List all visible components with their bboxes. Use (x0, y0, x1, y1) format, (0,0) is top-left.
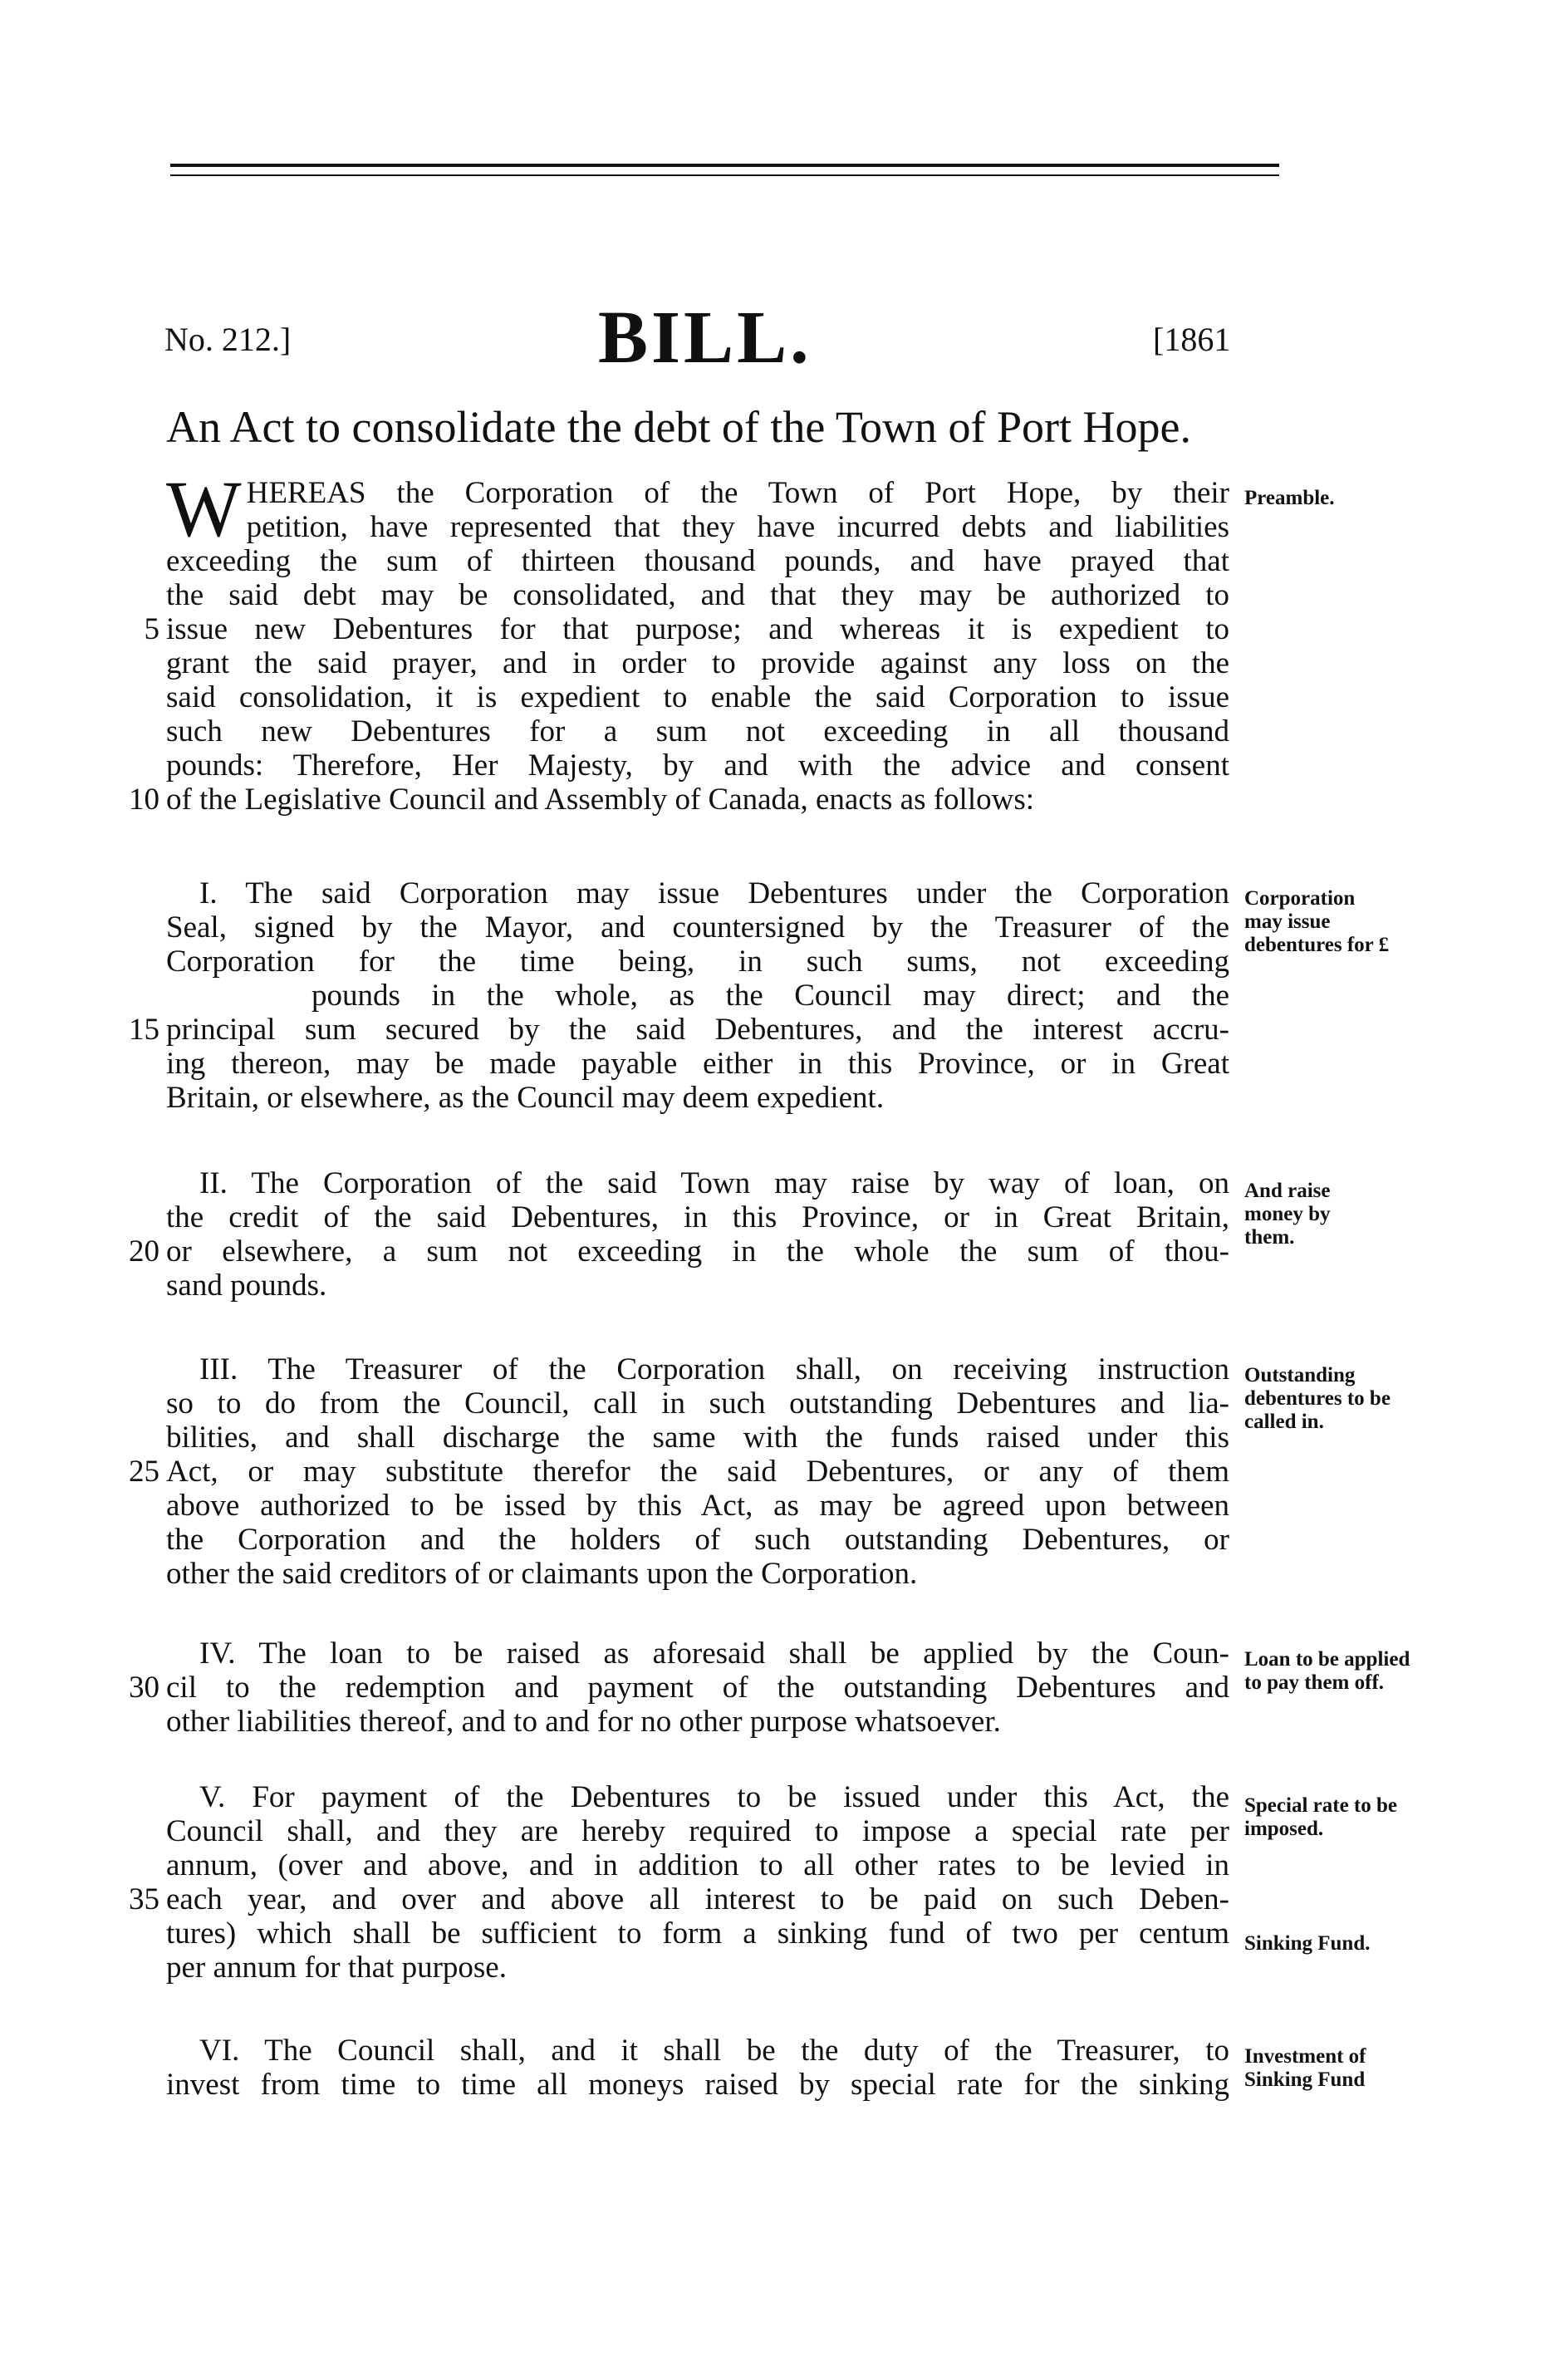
section-line: I. The said Corporation may issue Debentures under the Corporation (199, 876, 1229, 910)
bill-year: [1861 (1153, 321, 1231, 358)
line-number: 5 (144, 612, 159, 646)
section-line: other liabilities thereof, and to and for no other purpose whatsoever. (166, 1705, 1001, 1739)
line-number: 35 (129, 1882, 159, 1916)
act-title: An Act to consolidate the debt of the Town of Port Hope. (166, 402, 1192, 452)
section-1 (166, 876, 1229, 1115)
section-line: Council shall, and they are hereby required to impose a special rate per (166, 1814, 1229, 1848)
bill-number: No. 212.] (164, 321, 292, 358)
bill-heading: BILL. (598, 297, 812, 379)
section-line: sand pounds. (166, 1269, 327, 1303)
drop-cap: W (166, 464, 242, 553)
section-line: invest from time to time all moneys raised by special rate for the sinking (166, 2068, 1229, 2102)
preamble-line: of the Legislative Council and Assembly of Canada, enacts as follows: (166, 783, 1035, 817)
section-line: ing thereon, may be made payable either in this Province, or in Great (166, 1047, 1229, 1081)
margin-note-preamble: Preamble. (1244, 487, 1335, 509)
preamble-line: exceeding the sum of thirteen thousand pounds, and have prayed that (166, 544, 1229, 578)
section-line: annum, (over and above, and in addition to all other rates to be levied in (166, 1848, 1229, 1882)
top-rule-thick (170, 164, 1279, 167)
preamble-line: such new Debentures for a sum not exceeding in all thousand (166, 714, 1229, 748)
section-line: II. The Corporation of the said Town may raise by way of loan, on (199, 1166, 1229, 1200)
section-line: above authorized to be issed by this Act, as may be agreed upon between (166, 1489, 1229, 1523)
preamble-line: issue new Debentures for that purpose; and whereas it is expedient to (166, 612, 1229, 646)
section-line: VI. The Council shall, and it shall be the duty of the Treasurer, to (199, 2034, 1229, 2068)
margin-note-section-1: Corporation may issue debentures for £ (1244, 887, 1390, 956)
preamble-line: grant the said prayer, and in order to provide against any loss on the (166, 646, 1229, 680)
section-4 (166, 1637, 1229, 1739)
section-line: the credit of the said Debentures, in this Province, or in Great Britain, (166, 1200, 1229, 1234)
section-3 (166, 1352, 1229, 1591)
margin-note-section-5-fund: Sinking Fund. (1244, 1932, 1371, 1955)
margin-note-section-6: Investment of Sinking Fund (1244, 2045, 1366, 2091)
section-line: V. For payment of the Debentures to be issued under this Act, the (199, 1780, 1229, 1814)
line-number: 10 (129, 783, 159, 817)
section-line: tures) which shall be sufficient to form a sinking fund of two per centum (166, 1916, 1229, 1951)
line-number: 15 (129, 1013, 159, 1047)
section-line: principal sum secured by the said Debentures, and the interest accru- (166, 1013, 1229, 1047)
section-5 (166, 1780, 1229, 1985)
line-number: 25 (129, 1455, 159, 1489)
section-line: Act, or may substitute therefor the said Debentures, or any of them (166, 1455, 1229, 1489)
section-line: Britain, or elsewhere, as the Council may deem expedient. (166, 1081, 885, 1115)
section-6 (166, 2034, 1229, 2102)
preamble (166, 464, 1229, 817)
section-line: per annum for that purpose. (166, 1951, 507, 1985)
margin-note-section-5-rate: Special rate to be imposed. (1244, 1794, 1397, 1840)
section-line: other the said creditors of or claimants upon the Corporation. (166, 1557, 918, 1591)
section-line: the Corporation and the holders of such outstanding Debentures, or (166, 1523, 1229, 1557)
preamble-line: HEREAS the Corporation of the Town of Port Hope, by their (246, 476, 1229, 510)
margin-note-section-2: And raise money by them. (1244, 1180, 1331, 1249)
margin-note-section-4: Loan to be applied to pay them off. (1244, 1648, 1410, 1694)
section-line: Seal, signed by the Mayor, and countersigned by the Treasurer of the (166, 910, 1229, 945)
section-line: Corporation for the time being, in such sums, not exceeding (166, 945, 1229, 979)
margin-note-section-3: Outstanding debentures to be called in. (1244, 1364, 1391, 1433)
line-number: 30 (129, 1671, 159, 1705)
preamble-line: pounds: Therefore, Her Majesty, by and with the advice and consent (166, 748, 1229, 783)
section-line: pounds in the whole, as the Council may direct; and the (311, 979, 1229, 1013)
section-line: III. The Treasurer of the Corporation shall, on receiving instruction (199, 1352, 1229, 1386)
preamble-line: said consolidation, it is expedient to enable the said Corporation to issue (166, 680, 1229, 714)
section-line: cil to the redemption and payment of the outstanding Debentures and (166, 1671, 1229, 1705)
top-rule-thin (170, 174, 1279, 176)
section-line: so to do from the Council, call in such outstanding Debentures and lia- (166, 1386, 1229, 1421)
section-line: each year, and over and above all interest to be paid on such Deben- (166, 1882, 1229, 1916)
section-line: bilities, and shall discharge the same with the funds raised under this (166, 1421, 1229, 1455)
section-line: IV. The loan to be raised as aforesaid shall be applied by the Coun- (199, 1637, 1229, 1671)
section-line: or elsewhere, a sum not exceeding in the whole the sum of thou- (166, 1234, 1229, 1269)
preamble-line: the said debt may be consolidated, and that they may be authorized to (166, 578, 1229, 612)
line-number: 20 (129, 1234, 159, 1269)
preamble-line: petition, have represented that they have incurred debts and liabilities (246, 510, 1229, 544)
section-2 (166, 1166, 1229, 1303)
